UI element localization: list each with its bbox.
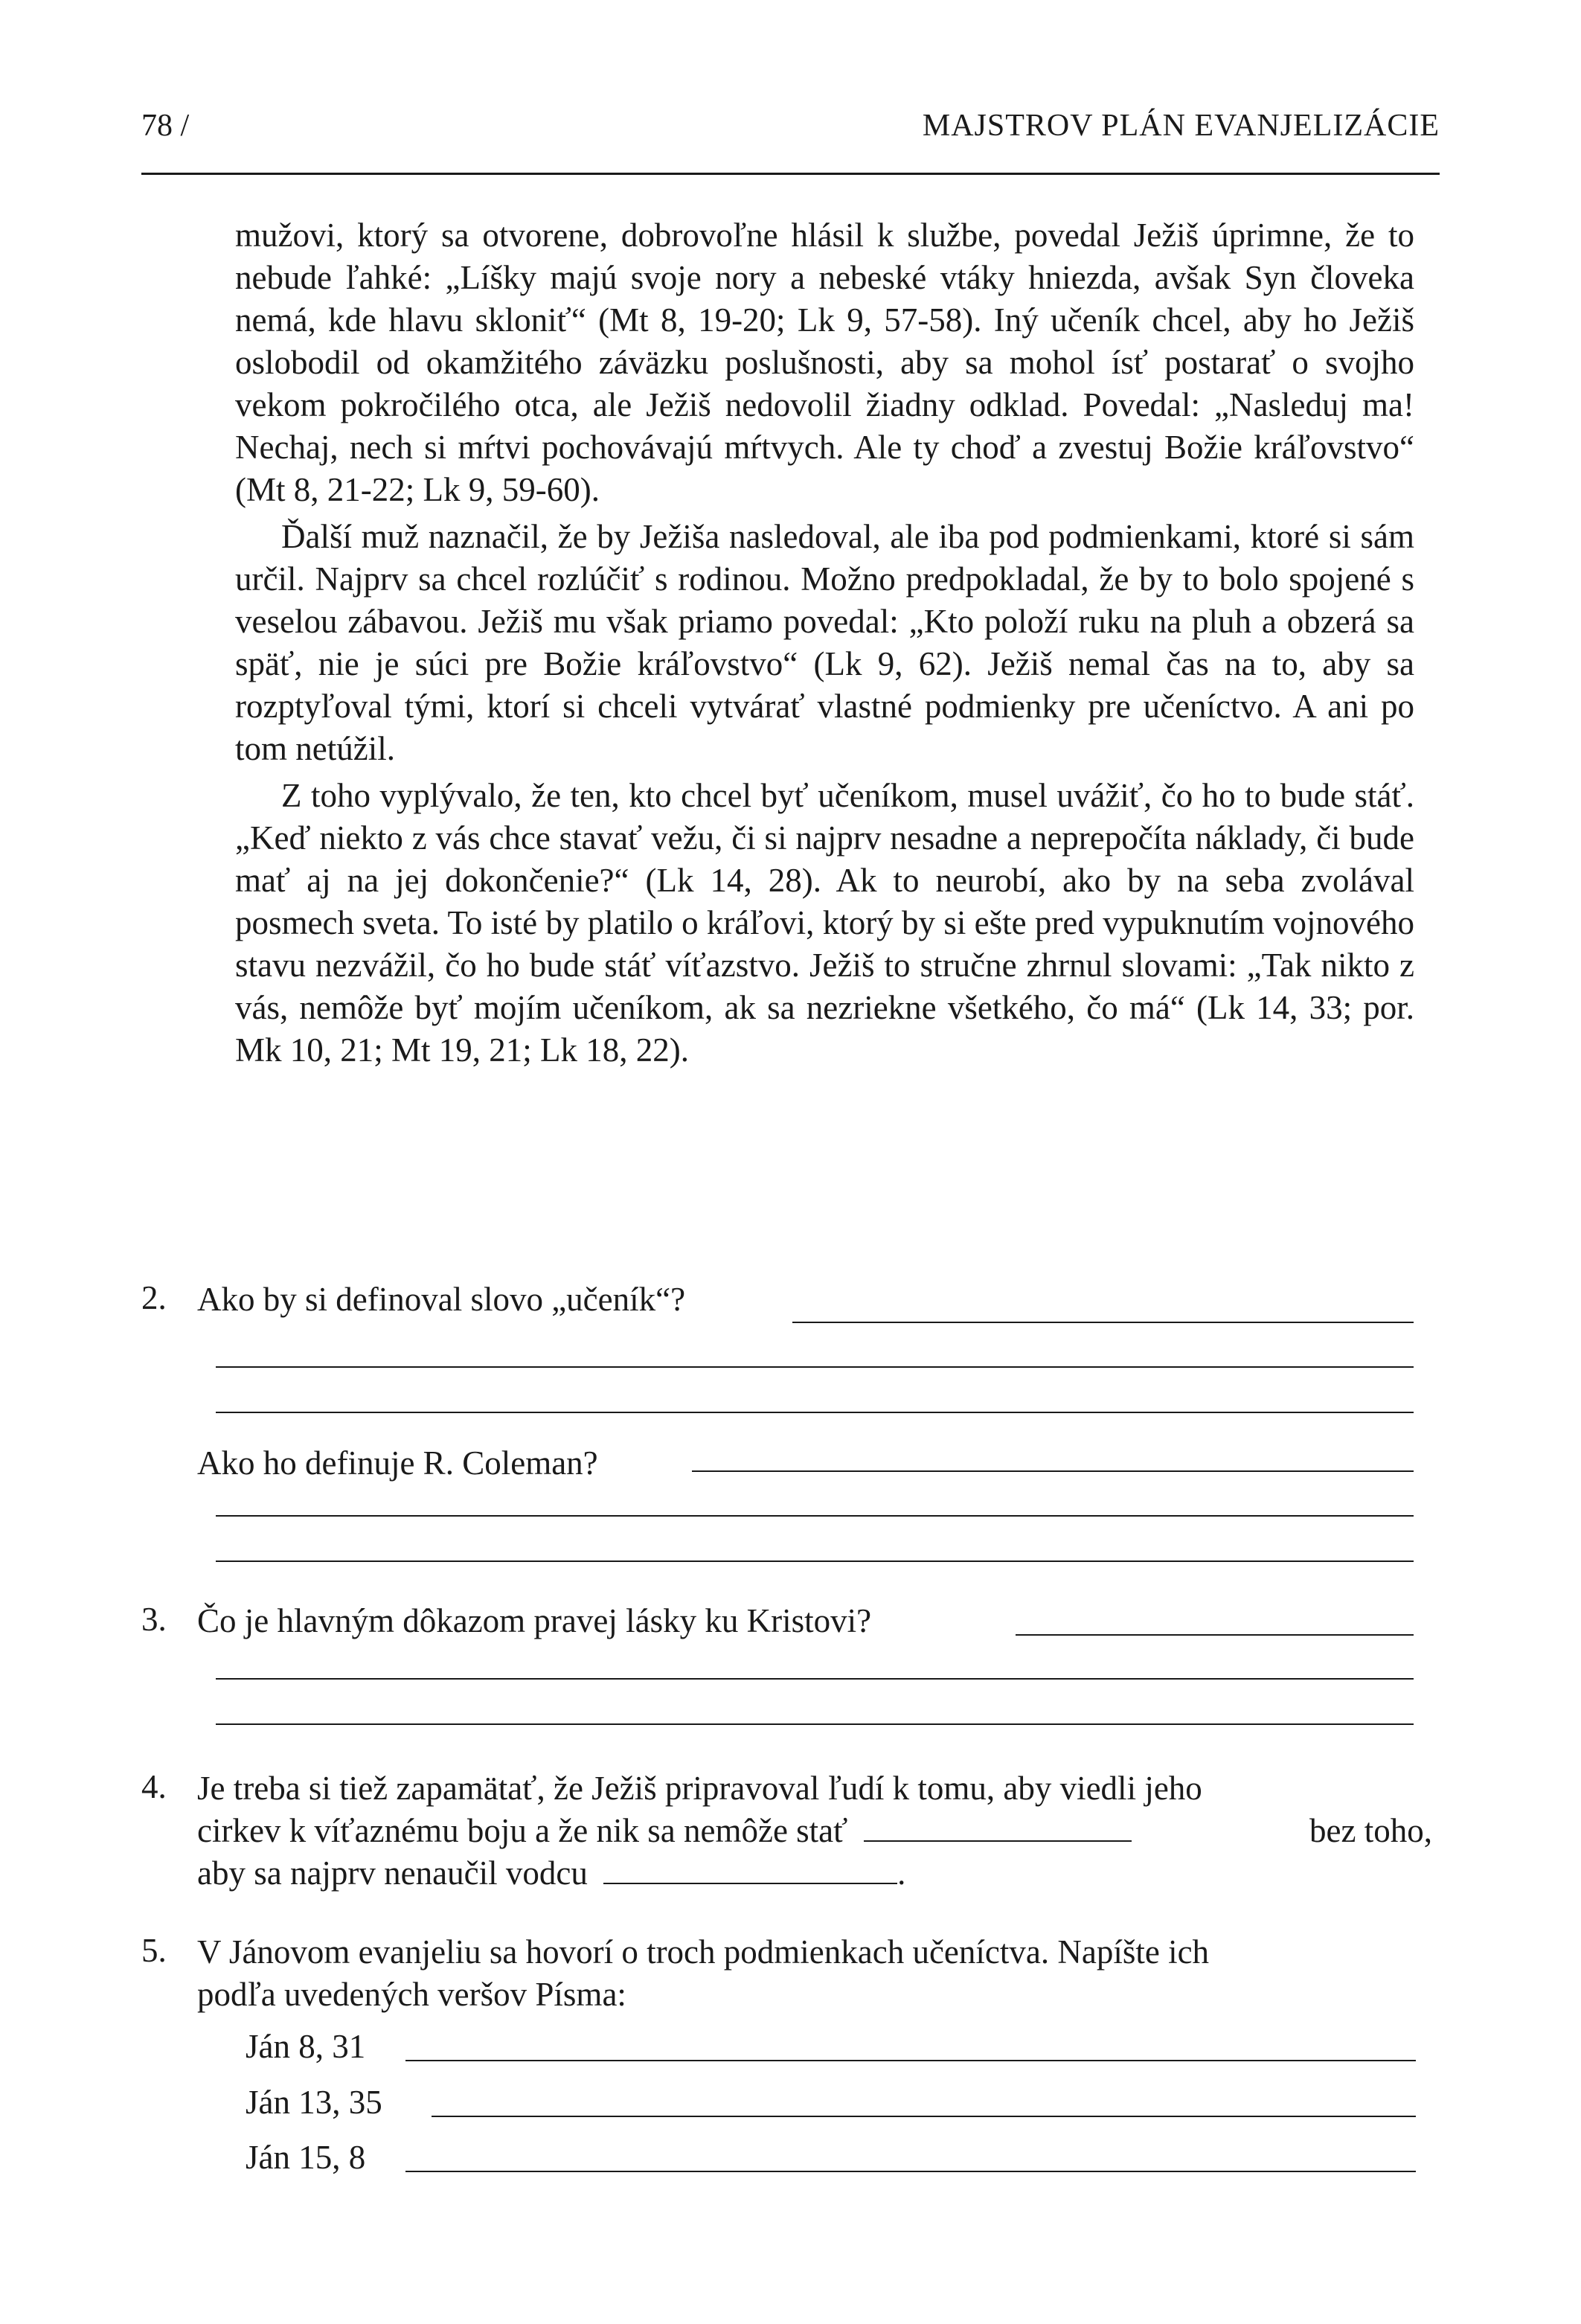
verse-reference: Ján 8, 31 <box>246 2028 366 2065</box>
answer-line[interactable] <box>216 1412 1414 1413</box>
question-text: Čo je hlavným dôkazom pravej lásky ku Kristovi? <box>197 1602 872 1639</box>
verse-reference: Ján 15, 8 <box>246 2139 366 2176</box>
answer-line[interactable] <box>405 2060 1416 2061</box>
question-line: V Jánovom evanjeliu sa hovorí o troch podmienkach učeníctva. Napíšte ich <box>197 1933 1210 1971</box>
page-header <box>141 108 1440 153</box>
verse-ref-row <box>246 2136 1417 2179</box>
verse-ref-row <box>246 2026 1417 2068</box>
question-2-text <box>197 1278 685 1321</box>
question-4-text <box>197 1767 1432 1895</box>
answer-line[interactable] <box>216 1560 1414 1562</box>
answer-line[interactable] <box>432 2116 1416 2117</box>
answer-line[interactable] <box>216 1515 1414 1517</box>
question-2b-text <box>197 1442 598 1485</box>
answer-line[interactable] <box>792 1322 1414 1323</box>
fill-in-blank[interactable] <box>864 1840 1132 1842</box>
question-number: 4. <box>141 1768 167 1805</box>
paragraph: Ďalší muž naznačil, že by Ježiša nasledoval, ale iba pod podmienkami, ktoré si sám určil. Najprv sa chcel rozlúčiť s rodinou. Možno predpokladal, že by to bolo spojené s veselou zábavou. Ježiš mu však priamo povedal: „Kto položí ruku na pluh a obzerá sa späť, nie je súci pre Božie kráľovstvo“ (Lk 9, 62). Ježiš nemal čas na to, aby sa rozptyľoval tými, ktorí si chceli vytvárať vlastné podmienky pre učeníctvo. A ani po tom netúžil. <box>235 518 1414 767</box>
question-number: 5. <box>141 1932 167 1969</box>
question-number: 3. <box>141 1601 167 1638</box>
question-line <box>197 1852 1432 1895</box>
question-text: . <box>897 1854 906 1892</box>
answer-line[interactable] <box>692 1470 1414 1472</box>
answer-line[interactable] <box>216 1366 1414 1368</box>
question-text: Ako ho definuje R. Coleman? <box>197 1444 598 1482</box>
body-text <box>235 214 1414 1072</box>
question-line <box>197 1810 1432 1852</box>
question-line: podľa uvedených veršov Písma: <box>197 1976 626 2013</box>
question-line: Je treba si tiež zapamätať, že Ježiš pripravoval ľudí k tomu, aby viedli jeho <box>197 1770 1202 1807</box>
answer-line[interactable] <box>216 1678 1414 1680</box>
fill-in-blank[interactable] <box>603 1883 897 1884</box>
question-text: Ako by si definoval slovo „učeník“? <box>197 1281 686 1318</box>
running-title: MAJSTROV PLÁN EVANJELIZÁCIE <box>922 109 1440 143</box>
answer-line[interactable] <box>216 1723 1414 1725</box>
question-number: 2. <box>141 1279 167 1316</box>
answer-line[interactable] <box>1016 1634 1414 1636</box>
paragraph: mužovi, ktorý sa otvorene, dobrovoľne hlásil k službe, povedal Ježiš úprimne, že to nebude ľahké: „Líšky majú svoje nory a nebeské vtáky hniezda, avšak Syn človeka nemá, kde hlavu skloniť“ (Mt 8, 19-20; Lk 9, 57-58). Iný učeník chcel, aby ho Ježiš oslobodil od okamžitého záväzku poslušnosti, aby sa mohol ísť postarať o svojho vekom pokročilého otca, ale Ježiš nedovolil žiadny odklad. Povedal: „Nasleduj ma! Nechaj, nech si mŕtvi pochovávajú mŕtvych. Ale ty choď a zvestuj Božie kráľovstvo“ (Mt 8, 21-22; Lk 9, 59-60). <box>235 217 1414 508</box>
verse-ref-row <box>246 2081 1417 2124</box>
page-number: 78 / <box>141 109 190 143</box>
paragraph: Z toho vyplývalo, že ten, kto chcel byť učeníkom, musel uvážiť, čo ho to bude stáť. „Keď niekto z vás chce stavať vežu, či si najprv nesadne a neprepočíta náklady, či bude mať aj na jej dokončenie?“ (Lk 14, 28). Ak to neurobí, ako by na seba zvolával posmech sveta. To isté by platilo o kráľovi, ktorý by si ešte pred vypuknutím vojnového stavu nezvážil, čo ho bude stáť víťazstvo. Ježiš to stručne zhrnul slovami: „Tak nikto z vás, nemôže byť mojím učeníkom, ak sa nezriekne všetkého, čo má“ (Lk 14, 33; por. Mk 10, 21; Mt 19, 21; Lk 18, 22). <box>235 777 1414 1069</box>
question-3-text <box>197 1600 871 1642</box>
question-text: bez toho, <box>1309 1812 1432 1849</box>
question-5-text <box>197 1931 1432 2016</box>
question-text: aby sa najprv nenaučil vodcu <box>197 1854 588 1892</box>
header-rule <box>141 173 1440 175</box>
question-text: cirkev k víťaznému boju a že nik sa nemôže stať <box>197 1812 848 1849</box>
answer-line[interactable] <box>405 2171 1416 2172</box>
verse-reference: Ján 13, 35 <box>246 2084 382 2121</box>
